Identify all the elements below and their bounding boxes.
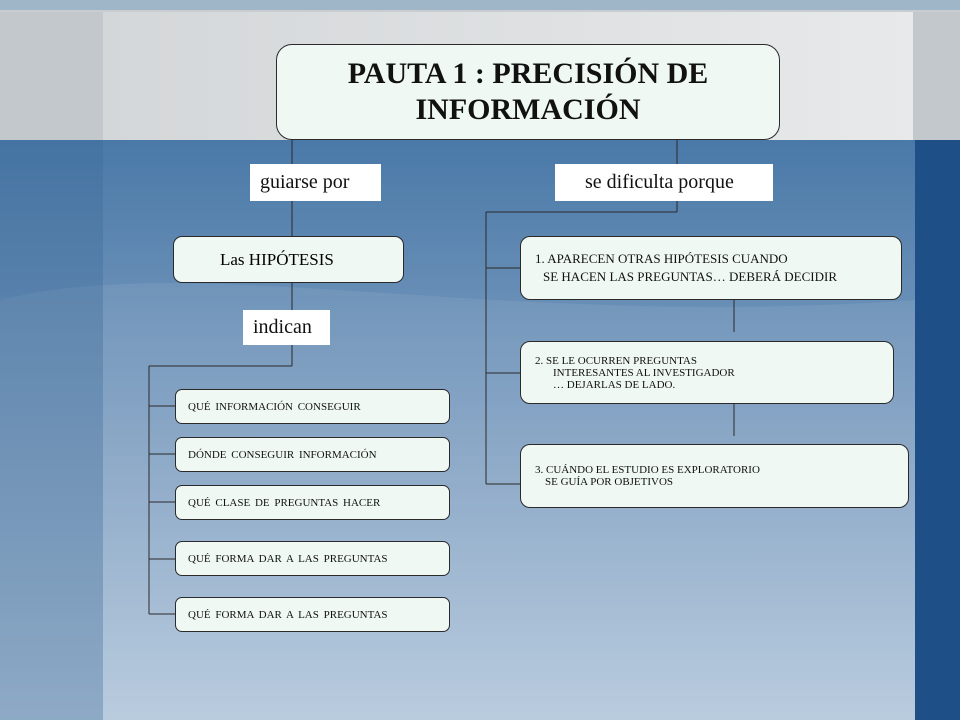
reason-box-1 [520, 236, 902, 300]
reason-box-3 [520, 444, 909, 508]
label-se-dificulta-porque: se dificulta porque [555, 164, 773, 201]
item-box: QUÉ CLASE DE PREGUNTAS HACER [175, 485, 450, 520]
item-box: QUÉ INFORMACIÓN CONSEGUIR [175, 389, 450, 424]
item-box: QUÉ FORMA DAR A LAS PREGUNTAS [175, 541, 450, 576]
reason-3-line-1: 3. CUÁNDO EL ESTUDIO ES EXPLORATORIO [535, 464, 760, 476]
item-box: DÓNDE CONSEGUIR INFORMACIÓN [175, 437, 450, 472]
title-line-2: INFORMACIÓN [415, 93, 641, 126]
item-box: QUÉ FORMA DAR A LAS PREGUNTAS [175, 597, 450, 632]
title-box [276, 44, 780, 140]
reason-1-line-2: SE HACEN LAS PREGUNTAS… DEBERÁ DECIDIR [543, 269, 837, 284]
reason-2-line-3: … DEJARLAS DE LADO. [553, 378, 676, 391]
reason-box-2 [520, 341, 894, 404]
reason-2-line-1: 2. SE LE OCURREN PREGUNTAS [535, 354, 697, 367]
label-indican: indican [243, 310, 330, 345]
reason-1-line-1: 1. APARECEN OTRAS HIPÓTESIS CUANDO [535, 251, 788, 266]
reason-2-line-2: INTERESANTES AL INVESTIGADOR [553, 366, 735, 379]
label-guiarse-por: guiarse por [250, 164, 381, 201]
hypothesis-box: Las HIPÓTESIS [173, 236, 404, 283]
reason-3-line-2: SE GUÍA POR OBJETIVOS [545, 476, 674, 488]
title-line-1: PAUTA 1 : PRECISIÓN DE [347, 57, 709, 90]
